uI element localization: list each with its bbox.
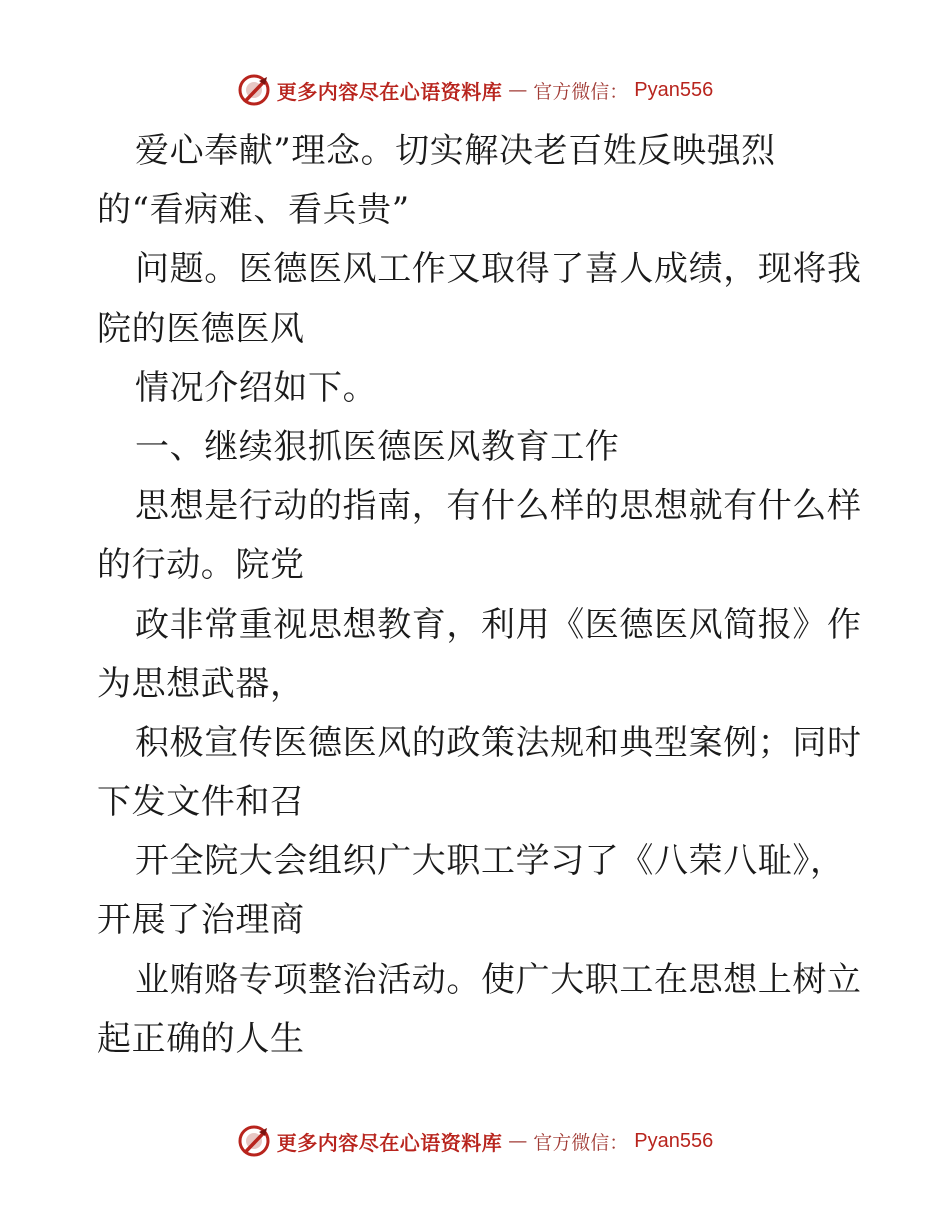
body-line: 思想是行动的指南，有什么样的思想就有什么样 <box>135 486 862 527</box>
body-line: 积极宣传医德医风的政策法规和典型案例；同时 <box>135 722 862 763</box>
page-footer <box>0 1123 950 1159</box>
header-wechat-label: 官方微信： <box>533 80 629 103</box>
footer-wechat-label: 官方微信： <box>533 1131 629 1154</box>
header-separator: — <box>508 79 528 101</box>
header-banner-text: 更多内容尽在心语资料库 <box>276 79 503 104</box>
body-line: 的“看病难、看兵贵” <box>97 190 410 231</box>
quill-logo-icon <box>237 73 271 107</box>
body-line: 开全院大会组织广大职工学习了《八荣八耻》， <box>135 841 845 882</box>
page-header <box>0 72 950 108</box>
body-line: 爱心奉献”理念。切实解决老百姓反映强烈 <box>135 131 776 171</box>
body-line: 开展了治理商 <box>97 900 305 941</box>
body-line: 下发文件和召 <box>97 782 305 823</box>
body-line: 起正确的人生 <box>97 1018 305 1059</box>
quill-logo-icon <box>237 1124 271 1158</box>
body-line: 政非常重视思想教育，利用《医德医风简报》作 <box>135 604 862 645</box>
body-line: 的行动。院党 <box>97 545 305 586</box>
header-wechat-id: Pyan556 <box>634 78 714 101</box>
body-line: 院的医德医风 <box>97 308 305 349</box>
body-line: 业贿赂专项整治活动。使广大职工在思想上树立 <box>135 959 862 1000</box>
body-line: 情况介绍如下。 <box>135 367 378 408</box>
body-line: 问题。医德医风工作又取得了喜人成绩，现将我 <box>135 249 862 290</box>
footer-separator: — <box>508 1130 528 1152</box>
footer-wechat-id: Pyan556 <box>634 1129 714 1152</box>
footer-banner-text: 更多内容尽在心语资料库 <box>276 1130 503 1155</box>
body-line: 为思想武器， <box>97 663 305 704</box>
section-heading: 一、继续狠抓医德医风教育工作 <box>135 426 620 467</box>
document-body <box>97 122 862 1069</box>
